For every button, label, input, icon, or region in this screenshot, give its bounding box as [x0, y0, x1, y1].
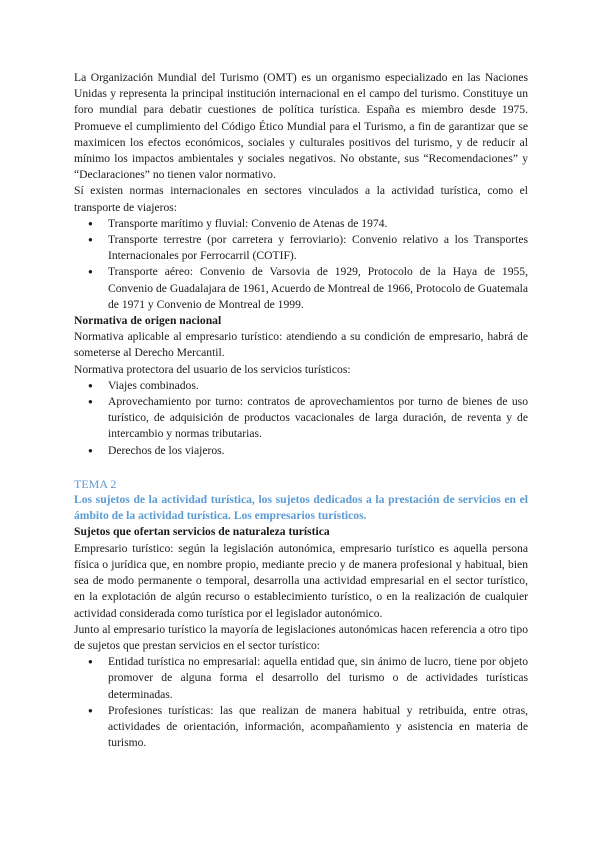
tema-list — [74, 654, 528, 751]
list-item: ● Derechos de los viajeros. — [108, 443, 528, 459]
tema-paragraph-sujetos: Junto al empresario turístico la mayoría de legislaciones autonómicas hacen referencia a otro tipo de sujetos que prestan servicios en el sector turístico: — [74, 622, 528, 652]
list-item: ● Viajes combinados. — [108, 378, 528, 394]
tema-title: TEMA 2 — [74, 476, 117, 491]
list-item: ● Profesiones turísticas: las que realizan de manera habitual y retribuida, entre otras, actividades de orientación, información, acompañamiento y asistencia en materia de turismo. — [108, 703, 528, 752]
national-paragraph-empresario: Normativa aplicable al empresario turístico: atendiendo a su condición de empresario, habrá de someterse al Derecho Mercantil. — [74, 330, 528, 360]
list-item: ● Entidad turística no empresarial: aquella entidad que, sin ánimo de lucro, tiene por objeto promover de alguna forma el desarrollo del turismo o de actividades turísticas determinadas. — [108, 654, 528, 703]
section-heading: Sujetos que ofertan servicios de naturaleza turística — [74, 525, 330, 539]
intro-paragraph-omt: La Organización Mundial del Turismo (OMT) es un organismo especializado en las Naciones Unidas y representa la principal institución internacional en el campo del turismo. Constituye un foro mundial para debatir cuestiones de política turística. España es miembro desde 1975. Promueve el cumplimiento del Código Ético Mundial para el Turismo, a fin de garantizar que se maximicen los efectos económicos, sociales y culturales positivos del turismo, y de reducir al mínimo los impactos ambientales y sociales negativos. No obstante, sus “Recomendaciones” y “Declaraciones” no tienen valor normativo. — [74, 71, 528, 182]
national-list — [74, 378, 528, 459]
national-heading: Normativa de origen nacional — [74, 314, 222, 328]
tema-subtitle: Los sujetos de la actividad turística, los sujetos dedicados a la prestación de servicios en el ámbito de la actividad turística. Los empresarios turísticos. — [74, 493, 528, 523]
intro-paragraph-normas: Sí existen normas internacionales en sectores vinculados a la actividad turística, como el transporte de viajeros: — [74, 184, 528, 214]
list-item: ● Transporte aéreo: Convenio de Varsovia de 1929, Protocolo de la Haya de 1955, Convenio de Guadalajara de 1961, Acuerdo de Montreal de 1966, Protocolo de Guatemala de 1971 y Convenio de Montreal de 1999. — [108, 264, 528, 313]
list-item: ● Aprovechamiento por turno: contratos de aprovechamientos por turno de bienes de uso turístico, de adquisición de productos vacacionales de larga duración, de reventa y de intercambio y normas tributarias. — [108, 394, 528, 443]
national-paragraph-usuario: Normativa protectora del usuario de los servicios turísticos: — [74, 362, 351, 376]
transport-list — [74, 216, 528, 313]
tema-paragraph-empresario: Empresario turístico: según la legislación autonómica, empresario turístico es aquella persona física o jurídica que, en nombre propio, mediante precio y de manera profesional y habitual, bien sea de modo permanente o temporal, desarrolla una actividad empresarial en el sector turístico, en la explotación de algún recurso o establecimiento turístico, o en la realización de cualquier actividad considerada como turística por el legislador autonómico. — [74, 541, 528, 620]
list-item: ● Transporte terrestre (por carretera y ferroviario): Convenio relativo a los Transportes Internacionales por Ferrocarril (COTIF). — [108, 232, 528, 264]
list-item: ● Transporte marítimo y fluvial: Convenio de Atenas de 1974. — [108, 216, 528, 232]
